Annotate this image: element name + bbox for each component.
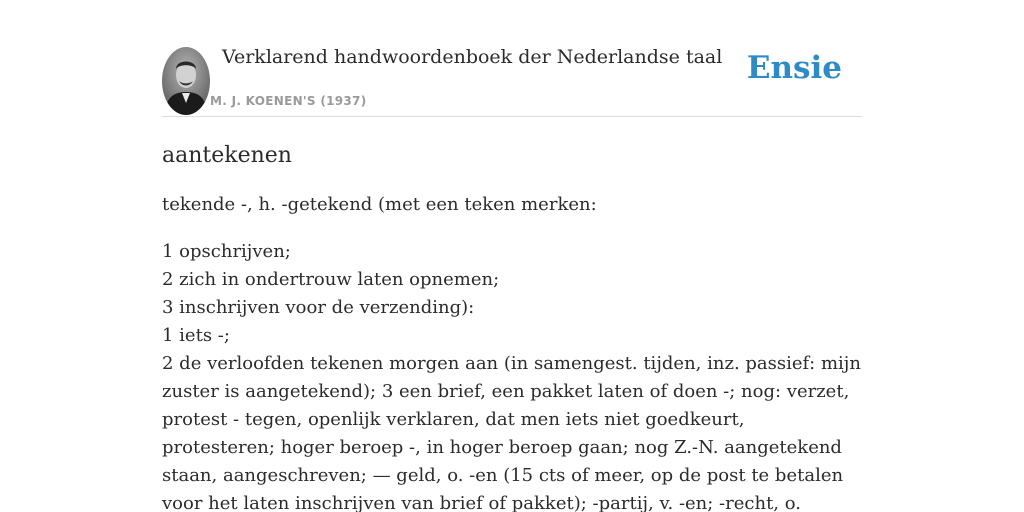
dictionary-header (162, 0, 862, 117)
entry-grammar: tekende -, h. -getekend (met een teken merken: (162, 194, 597, 215)
dictionary-author: M. J. KOENEN'S (1937) (210, 94, 367, 108)
definition-line: 2 zich in ondertrouw laten opnemen; (162, 269, 500, 290)
entry-definitions (162, 238, 862, 512)
definition-line: 1 iets -; (162, 325, 230, 346)
dictionary-entry (162, 117, 862, 512)
definition-line: 2 de verloofden tekenen morgen aan (in samengest. tijden, inz. passief: mijn zuster is aangetekend); 3 een brief, een pakket laten of doen -; nog: verzet, protest - tegen, openlijk verklaren, dat men iets niet goedkeurt, protesteren; hoger beroep -, in hoger beroep gaan; nog Z.-N. aangetekend staan, aangeschreven; — geld, o. -en (15 cts of meer, op de post te betalen voor het laten inschrijven van brief of pakket); -partij, v. -en; -recht, o. (162, 353, 861, 512)
ensie-logo-link[interactable]: Ensie (746, 50, 842, 86)
definition-line: 1 opschrijven; (162, 241, 291, 262)
entry-headword: aantekenen (162, 143, 292, 168)
author-portrait-image (162, 47, 210, 115)
author-portrait (162, 47, 210, 115)
dictionary-title: Verklarend handwoordenboek der Nederlandse taal (222, 46, 723, 68)
definition-line: 3 inschrijven voor de verzending): (162, 297, 475, 318)
page-container (162, 0, 862, 512)
